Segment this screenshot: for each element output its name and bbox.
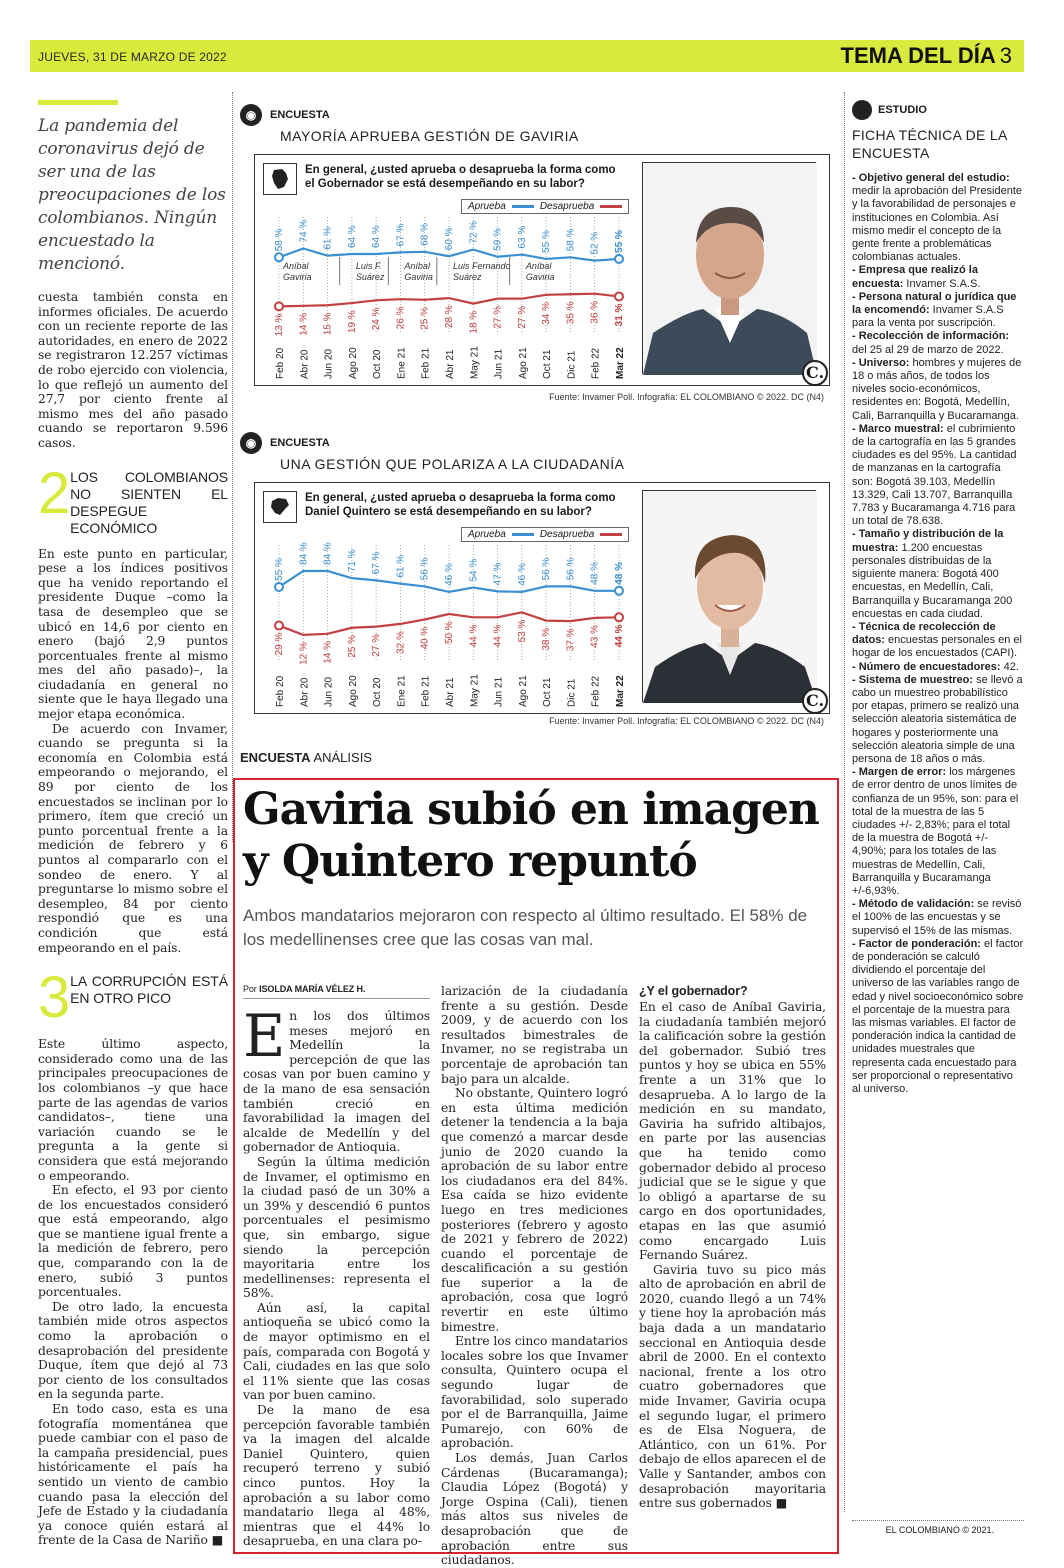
x-tick-label: May 21 (469, 674, 481, 707)
sheet-item-key: - Universo: (852, 356, 910, 369)
paragraph: Este último aspecto, considerado como una de las principales preocupaciones de los colombianos –y que hace parte de las agendas de varios candidatos–, tiene una variación cuando se le pregunta a la gente si considera que está mejorando o empeorando. (38, 1037, 228, 1183)
paragraph: Según la última medición de Invamer, el optimismo en la ciudad pasó de un 30% a un 39% y descendió 6 puntos porcentuales el pesimismo que, sin embargo, sigue siendo la percepción mayoritaria entre los medellinenses: representa el 58%. (243, 1154, 430, 1301)
section-number: 2 (38, 460, 71, 526)
chart-question: En general, ¿usted aprueba o desaprueba la forma como el Gobernador se está desempeñando en su labor? (305, 164, 616, 190)
chart-source: Fuente: Invamer Poll. Infografía: EL COLOMBIANO © 2022. DC (N4) (549, 716, 824, 726)
publisher-logo: C. (802, 688, 828, 714)
section-heading-3 (38, 965, 228, 1031)
data-label: 58 % (565, 228, 577, 252)
sheet-item-key: - Marco muestral: (852, 422, 944, 435)
data-label: 40 % (419, 626, 431, 650)
data-label: 52 % (589, 231, 601, 255)
x-tick-label: Jun 21 (493, 676, 505, 707)
sheet-item-value: se revisó el 100% de las encuestas y se supervisó el 15% de las mismas. (852, 898, 1022, 937)
sidebar-kicker: ESTUDIO (852, 100, 1024, 120)
section-title (841, 43, 1012, 69)
sheet-item (852, 423, 1024, 529)
data-label: 64 % (371, 225, 383, 248)
data-label: 28 % (444, 305, 455, 329)
data-label: 34 % (541, 302, 553, 325)
sheet-item (852, 357, 1024, 423)
annotation-label: Gaviria (525, 272, 555, 282)
chart-box-gaviria (240, 104, 830, 404)
article-deck: Ambos mandatarios mejoraron con respecto al último resultado. El 58% de los medellinenses cree que las cosas van mal. (243, 906, 808, 949)
data-label: 18 % (468, 310, 480, 334)
data-label: 48 % (614, 562, 625, 585)
data-label: 36 % (589, 300, 601, 324)
sheet-item-key: - Objetivo general del estudio: (852, 172, 1010, 184)
section-heading-text: LA CORRUPCIÓN ESTÁ EN OTRO PICO (70, 973, 228, 1007)
x-tick-label: Ene 21 (396, 675, 408, 707)
series-marker (275, 302, 283, 310)
x-tick-label: Ago 21 (517, 347, 529, 379)
series-marker (275, 583, 283, 591)
article-column-3 (639, 984, 826, 1544)
data-label: 38 % (541, 627, 553, 651)
annotation-label: Aníbal (525, 261, 552, 271)
data-label: 61 % (322, 226, 334, 250)
byline: Por ISOLDA MARÍA VÉLEZ H. (243, 984, 430, 999)
line-chart (261, 213, 631, 383)
article-column-2 (441, 984, 628, 1568)
technical-sheet (852, 172, 1024, 1096)
x-tick-label: Jun 20 (323, 348, 335, 379)
subheading: ¿Y el gobernador? (639, 984, 748, 998)
series-marker (615, 613, 623, 621)
x-tick-label: Dic 21 (566, 678, 578, 707)
line-chart (261, 541, 631, 711)
data-label: 59 % (492, 227, 504, 251)
article-kicker: ENCUESTA ANÁLISIS (240, 750, 372, 765)
series-marker (615, 587, 623, 595)
series-marker (275, 622, 283, 630)
chart-title: MAYORÍA APRUEBA GESTIÓN DE GAVIRIA (280, 128, 579, 144)
sheet-item (852, 898, 1024, 938)
data-label: 74 % (298, 219, 310, 243)
data-label: 37 % (565, 628, 577, 652)
data-label: 27 % (371, 633, 383, 657)
data-label: 55 % (274, 558, 285, 581)
sheet-item-value: Invamer S.A.S para la venta por suscripción. (852, 304, 1004, 330)
annotation-label: Suárez (453, 272, 482, 282)
sheet-item (852, 172, 1024, 264)
column-rule-right (844, 92, 845, 1512)
paragraph: En todo caso, esta es una fotografía momentánea que puede cambiar con el paso de la campaña presidencial, pues históricamente el país ha sentido un viento de cambio cuando pasa la elección del Jefe de Estado y la ciudadanía ya conoce quién estará al frente de la Casa de Nariño ■ (38, 1402, 228, 1548)
sheet-item-value: 1.200 encuestas personales distribuidas de la siguiente manera: Bogotá 400 encuestas, en Medellín, Cali, Barranquilla y Bucaramanga 200 encuestas en cada ciudad. (852, 541, 1013, 620)
sheet-item-value: el cubrimiento de la cartografía en las 5 grandes ciudades es del 95%. La cantidad de manzanas en la cartografía son: Bogotá 39.103, Medellín 13.329, Cali 13.707, Barranquilla 7.783 y Bucaramanga 4.716 para un total de 78.638. (852, 422, 1017, 528)
paragraph: cuesta también consta en informes oficiales. De acuerdo con un reciente reporte de las autoridades, en enero de 2022 se registraron 12.257 víctimas de robo ejercido con violencia, lo que reflejó un aumento del 27,7 por ciento frente al mismo mes del año pasado cuando se reportaron 9.596 casos. (38, 290, 228, 450)
sheet-item (852, 330, 1024, 356)
issue-date: JUEVES, 31 DE MARZO DE 2022 (38, 50, 227, 64)
survey-icon: ◉ (240, 432, 262, 454)
page-number: 3 (999, 43, 1012, 68)
sheet-item (852, 291, 1024, 331)
data-label: 13 % (274, 313, 285, 337)
x-tick-label: Feb 20 (275, 675, 286, 707)
map-icon (263, 163, 297, 195)
x-tick-label: Abr 20 (299, 677, 311, 707)
left-body (38, 290, 228, 1548)
x-tick-label: Jun 20 (323, 676, 335, 707)
data-label: 32 % (395, 631, 407, 654)
sheet-item-key: - Técnica de recolección de datos: (852, 620, 996, 647)
sheet-item-key: - Empresa que realizó la encuesta: (852, 264, 978, 290)
x-tick-label: Mar 22 (615, 675, 626, 707)
data-label: 56 % (565, 557, 577, 581)
data-label: 14 % (322, 641, 334, 664)
x-tick-label: May 21 (469, 346, 481, 379)
x-tick-label: Oct 20 (372, 677, 384, 707)
paragraph: En el caso de Aníbal Gaviria, la ciudadanía también mejoró la calificación sobre la gestión del gobernador. Subió tres puntos y hoy se ubica en 55% frente a un 31% que lo desaprueba. A lo largo de la medición en su mandato, Gaviria ha sufrido altibajos, en parte por las ausencias que ha tenido como gobernador debido al proceso judicial que se le sigue y que lo obligó a apartarse de su cargo en dos oportunidades, etapas en las que asumió como encargado Luis Fernando Suárez. (639, 1000, 826, 1263)
sheet-item (852, 528, 1024, 620)
section-number: 3 (38, 965, 71, 1031)
data-label: 55 % (614, 230, 625, 253)
section-heading-2 (38, 460, 228, 537)
data-label: 19 % (346, 310, 358, 334)
article-column-1 (243, 984, 430, 1549)
sheet-item-key: - Número de encuestadores: (852, 660, 1001, 673)
paragraph: Aún así, la capital antioqueña se ubicó como la de mayor optimismo en el país, comparada con Bogotá y Cali, ciudades en las que solo el 11% siente que las cosas van por buen camino. (243, 1300, 430, 1403)
x-tick-label: Abr 20 (299, 349, 311, 379)
data-label: 46 % (444, 563, 455, 586)
data-label: 44 % (614, 624, 625, 648)
data-label: 12 % (298, 642, 310, 665)
data-label: 67 % (395, 223, 407, 247)
data-label: 61 % (395, 554, 407, 578)
series-marker (275, 253, 283, 261)
sheet-item-value: los márgenes de error dentro de unos límites de confianza de un 95%, son: para el total de la muestra de las 5 ciudades +/- 2,83%; para el total de la muestra de Bogotá +/- 4,90%; para los totales de las muestras de Medellín, Cali, Barranquilla y Bucaramanga +/-6,93%. (852, 766, 1019, 897)
sheet-item-key: - Factor de ponderación: (852, 937, 981, 950)
data-label: 44 % (492, 624, 504, 648)
paragraph: De acuerdo con Invamer, cuando se pregunta si la economía en Colombia está empeorando o mejorando, el 89 por ciento de los encuestados se inclinan por lo primero, ítem que creció un punto porcentual frente a la medición de febrero y 6 puntos al compararlo con el sondeo de enero. Y al preguntarse lo mismo sobre el desempleo, 84 por ciento respondió que es una condición que está empeorando en el país. (38, 721, 228, 955)
chart-legend: Aprueba Desaprueba (461, 527, 629, 542)
data-label: 31 % (614, 303, 625, 327)
annotation-label: Aníbal (404, 261, 430, 271)
page-header (30, 40, 1024, 72)
x-tick-label: Ene 21 (396, 347, 408, 379)
paragraph: No obstante, Quintero logró en esta última medición detener la tendencia a la baja que comenzó a marcar desde junio de 2020 cuando la aprobación de su labor entre los ciudadanos era del 84%. Esa caída se hizo evidente luego en tres mediciones posteriores (febrero y agosto de 2021 y febrero de 2022) cuando el porcentaje de descalificación a su gestión fue superior a la de aprobación, cosa que logró revertir en este último bimestre. (441, 1086, 628, 1334)
sheet-item (852, 766, 1024, 898)
headline: Gaviria subió en imagen y Quintero repuntó (243, 784, 819, 887)
data-label: 84 % (298, 542, 310, 565)
publisher-logo: C. (802, 360, 828, 386)
sheet-item-value: se llevó a cabo un muestreo probabilístico por etapas, primero se realizó una selección aleatoria sistemática de hogares y posteriormente una selección aleatoria simple de una persona de 18 años o más. (852, 673, 1023, 765)
series-marker (615, 255, 623, 263)
article-highlight-box (233, 778, 839, 1568)
left-column (38, 100, 228, 1548)
data-label: 25 % (419, 306, 431, 330)
sheet-item-value: del 25 al 29 de marzo de 2022. (852, 343, 1004, 356)
map-icon (263, 491, 297, 523)
sidebar-title: FICHA TÉCNICA DE LA ENCUESTA (852, 127, 1007, 161)
chart-legend: Aprueba Desaprueba (461, 199, 629, 214)
sheet-item (852, 264, 1024, 290)
study-icon (852, 100, 872, 120)
paragraph: Gaviria tuvo su pico más alto de aprobación en abril de 2020, cuando llegó a un 74% y tiene hoy la aprobación más baja dada a un mandatario seccional en Antioquia desde abril de 2000. En el contexto nacional, frente a los otro cuatro gobernadores que mide Invamer, Gaviria ocupa el segundo lugar, el primero es de Elsa Noguera, de Atlántico, con un 61%. Por debajo de ellos aparecen el de Valle y Santander, ambos con desaprobación mayoritaria entre sus gobernados ■ (639, 1262, 826, 1511)
data-label: 60 % (444, 227, 455, 251)
data-label: 24 % (371, 307, 383, 331)
x-tick-label: Dic 21 (566, 350, 578, 379)
sheet-item-key: - Sistema de muestreo: (852, 673, 974, 686)
data-label: 67 % (371, 551, 383, 575)
data-label: 72 % (468, 220, 480, 244)
sheet-item-key: - Tamaño y distribución de la muestra: (852, 528, 1004, 554)
x-tick-label: Ago 20 (347, 675, 359, 707)
x-tick-label: Mar 22 (615, 347, 626, 379)
x-tick-label: Oct 21 (542, 677, 554, 707)
x-tick-label: Feb 22 (590, 347, 602, 379)
data-label: 63 % (516, 225, 528, 249)
pull-quote: La pandemia del coronavirus dejó de ser una de las preocupaciones de los colombianos. Ningún encuestado la mencionó. (38, 116, 226, 274)
x-tick-label: Jun 21 (493, 348, 505, 379)
series-marker (615, 292, 623, 300)
data-label: 50 % (444, 621, 455, 644)
annotation-label: Luis F. (355, 261, 382, 271)
sheet-item-key: - Persona natural o jurídica que la encomendó: (852, 290, 1017, 317)
chart-box-quintero (240, 432, 830, 732)
x-tick-label: Abr 21 (445, 677, 456, 707)
data-label: 53 % (516, 619, 528, 643)
data-label: 29 % (274, 632, 285, 656)
x-tick-label: Oct 21 (542, 349, 554, 379)
x-tick-label: Feb 20 (275, 347, 286, 379)
data-label: 56 % (419, 557, 431, 581)
sheet-item (852, 621, 1024, 661)
data-label: 64 % (346, 225, 358, 248)
paragraph: En efecto, el 93 por ciento de los encuestados consideró que está empeorando, algo que se mantiene igual frente a la medición de febrero, pero que, comparando con la de enero, subió 3 puntos porcentuales. (38, 1183, 228, 1300)
annotation-label: Luis Fernando (453, 261, 511, 271)
chart-kicker: ◉ ENCUESTA (240, 104, 830, 126)
accent-bar (38, 100, 118, 105)
data-label: 84 % (322, 542, 334, 565)
sidebar-footer: EL COLOMBIANO © 2021. (852, 1520, 1024, 1535)
sheet-item-value: el factor de ponderación se calculó dividiendo el porcentaje del universo de las variables rango de edad y nivel socioeconómico sobre el porcentaje de la muestra para las mismas variables. El factor de ponderación indica la cantidad de unidades muestrales que representa cada encuestado para ser proporcional o representativo al universo. (852, 937, 1024, 1096)
annotation-label: Aníbal (283, 261, 309, 271)
x-tick-label: Ago 20 (347, 347, 359, 379)
chart-kicker: ◉ ENCUESTA (240, 432, 830, 454)
paragraph: De otro lado, la encuesta también mide otros aspectos como la aprobación o desaprobación del presidente Duque, ítem que dejó al 73 por ciento de los consultados en la segunda parte. (38, 1299, 228, 1402)
data-label: 14 % (298, 313, 310, 336)
sheet-item-key: - Recolección de información: (852, 330, 1010, 343)
column-rule-left (232, 92, 233, 842)
x-tick-label: Abr 21 (445, 349, 456, 379)
x-tick-label: Ago 21 (517, 675, 529, 707)
chart-source: Fuente: Invamer Poll. Infografía: EL COLOMBIANO © 2022. DC (N4) (549, 392, 824, 402)
data-label: 27 % (516, 305, 528, 329)
x-tick-label: Oct 20 (372, 349, 384, 379)
sheet-item (852, 661, 1024, 674)
data-label: 56 % (541, 557, 553, 581)
sheet-item-value: encuestas personales en el hogar de los encuestados (CAPI). (852, 634, 1022, 660)
sheet-item-key: - Método de validación: (852, 898, 975, 911)
paragraph: De la mano de esa percepción favorable también va la imagen del alcalde Daniel Quintero, quien recuperó terreno y subió cinco puntos. Hoy la aprobación a su labor como mandatario llega al 48%, mientras que el 44% lo desaprueba, en una clara po- (243, 1403, 430, 1549)
paragraph: larización de la ciudadanía frente a su gestión. Desde 2009, y de acuerdo con los resultados bimestrales de Invamer, no se registraba un porcentaje de aprobación tan bajo para un alcalde. (441, 984, 628, 1086)
sheet-item (852, 938, 1024, 1096)
data-label: 35 % (565, 301, 577, 325)
drop-cap: E (243, 1002, 286, 1070)
data-label: 47 % (492, 562, 504, 586)
annotation-label: Suárez (355, 272, 385, 282)
sheet-item-key: - Margen de error: (852, 766, 947, 779)
section-name: TEMA DEL DÍA (840, 43, 996, 68)
survey-icon: ◉ (240, 104, 262, 126)
data-label: 26 % (395, 306, 407, 330)
paragraph: Los demás, Juan Carlos Cárdenas (Bucaramanga); Claudia López (Bogotá) y Jorge Ospina (Cali), tienen más altos sus niveles de desaprobación que de aprobación entre sus ciudadanos. (441, 1451, 628, 1568)
data-label: 15 % (322, 312, 334, 336)
data-label: 54 % (468, 558, 480, 582)
portrait-photo (642, 162, 816, 374)
sheet-item-value: Invamer S.A.S. (903, 277, 981, 290)
data-label: 25 % (346, 634, 358, 658)
annotation-label: Gaviria (283, 272, 312, 282)
right-column (852, 100, 1024, 1540)
sheet-item-value: hombres y mujeres de 18 o más años, de todos los niveles socio-económicos, residentes en: Bogotá, Medellín, Cali, Barranquilla y Bucaramanga. (852, 356, 1022, 422)
sheet-item (852, 674, 1024, 766)
annotation-label: Gaviria (404, 272, 433, 282)
data-label: 55 % (541, 230, 553, 253)
section-heading-text: LOS COLOMBIANOS NO SIENTEN EL DESPEGUE ECONÓMICO (70, 468, 228, 536)
x-tick-label: Feb 21 (420, 347, 432, 379)
chart-question: En general, ¿usted aprueba o desaprueba la forma como Daniel Quintero se está desempeñando en su labor? (305, 492, 616, 518)
data-label: 43 % (589, 625, 601, 648)
portrait-photo (642, 490, 816, 702)
data-label: 46 % (516, 563, 528, 586)
data-label: 44 % (468, 624, 480, 648)
paragraph: En este punto en particular, pese a los índices positivos que ha venido reportando el presidente Duque –como la tasa de desempleo que se ubicó en 14,6 por ciento en enero (bajó 2,9 puntos porcentuales frente al mismo mes del año pasado)–, la ciudadanía en general no siente que le haya llegado una mejor etapa económica. (38, 546, 228, 722)
paragraph: En los dos últimos meses mejoró en Medellín la percepción de que las cosas van por buen camino y de la mano de esa sensación también creció en favorabilidad la imagen del alcalde de Medellín y del gobernador de Antioquia. (243, 1002, 430, 1155)
paragraph: Entre los cinco mandatarios locales sobre los que Invamer consulta, Quintero ocupa el segundo lugar de favorabilidad, solo superado por el de Barranquilla, Jaime Pumarejo, con 60% de aprobación. (441, 1334, 628, 1451)
data-label: 58 % (274, 228, 285, 252)
x-tick-label: Feb 21 (420, 675, 432, 707)
sheet-item-value: medir la aprobación del Presidente y la favorabilidad de personajes e instituciones en Colombia. Así mismo medir el concepto de la gente frente a problemáticas colombianas actuales. (852, 185, 1022, 264)
data-label: 68 % (419, 223, 431, 246)
chart-title: UNA GESTIÓN QUE POLARIZA A LA CIUDADANÍA (280, 456, 625, 472)
x-tick-label: Feb 22 (590, 675, 602, 707)
data-label: 27 % (492, 305, 504, 329)
sheet-item-value: 42. (1000, 660, 1019, 673)
data-label: 71 % (346, 549, 358, 573)
data-label: 48 % (589, 562, 601, 585)
